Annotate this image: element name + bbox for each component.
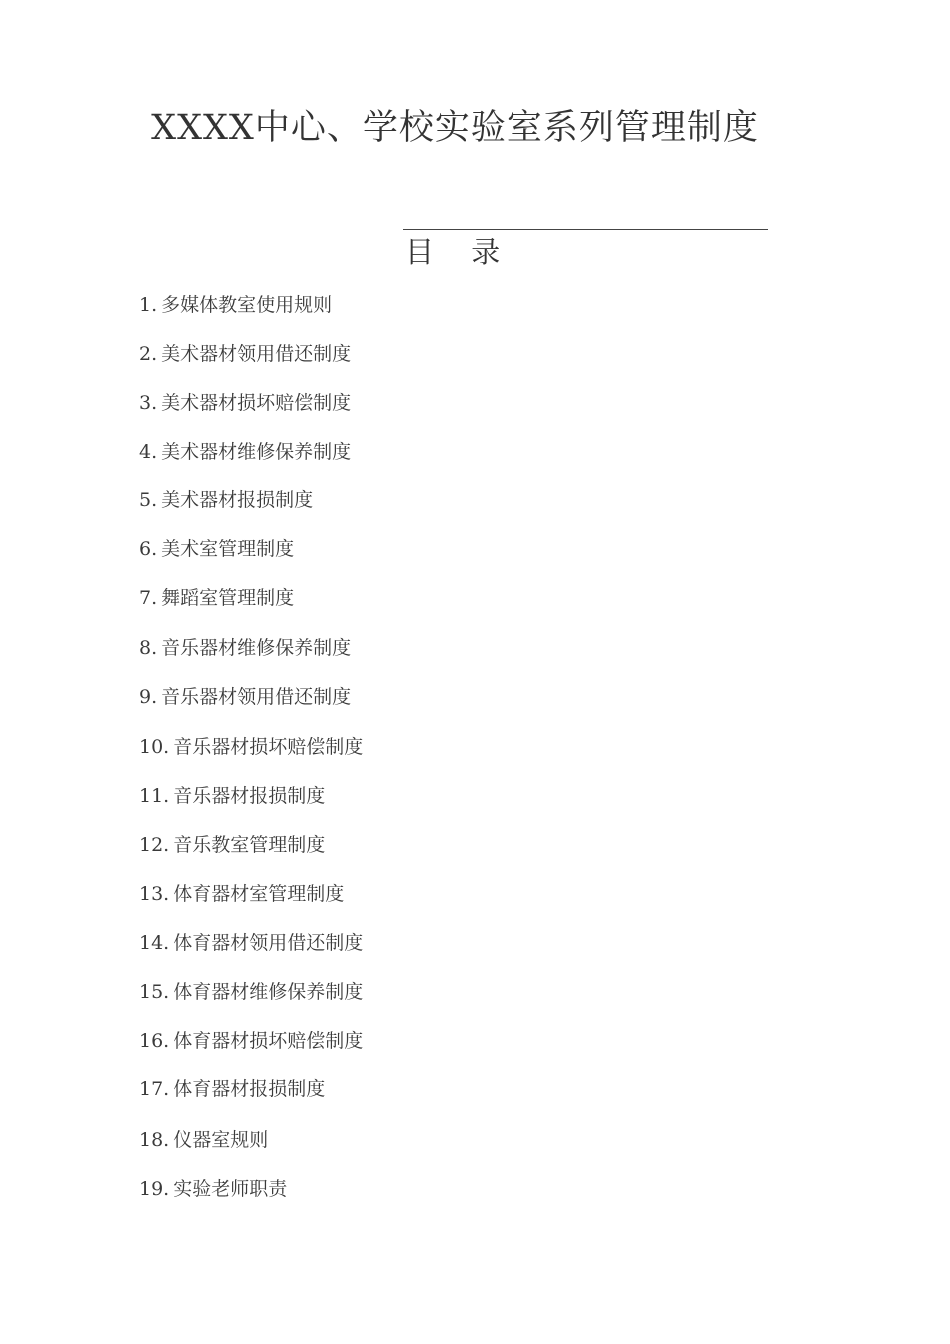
toc-item [139,1076,325,1102]
toc-item-number: 7. [139,587,158,609]
toc-item [139,979,363,1005]
toc-item-label: 体育器材报损制度 [173,1078,326,1100]
toc-item [139,1176,287,1202]
toc-item [139,536,294,562]
toc-item-label: 美术器材损坏赔偿制度 [161,392,352,414]
toc-item-label: 美术器材领用借还制度 [161,343,352,365]
toc-item [139,292,332,318]
toc-item-label: 音乐教室管理制度 [173,834,326,856]
toc-item-number: 15. [139,981,170,1003]
toc-item-label: 体育器材室管理制度 [173,883,345,905]
toc-item [139,1028,363,1054]
toc-item [139,487,313,513]
toc-item-number: 16. [139,1030,170,1052]
toc-item-number: 11. [139,785,170,807]
toc-item-label: 美术室管理制度 [161,538,295,560]
toc-item [139,881,344,907]
toc-item-label: 音乐器材领用借还制度 [161,686,352,708]
toc-item-label: 多媒体教室使用规则 [161,294,333,316]
toc-item [139,1127,268,1153]
toc-item-number: 9. [139,686,158,708]
toc-heading: 目 录 [405,235,515,269]
toc-item-label: 美术器材维修保养制度 [161,441,352,463]
toc-item-label: 音乐器材损坏赔偿制度 [173,736,364,758]
toc-item-number: 18. [139,1129,170,1151]
toc-item-label: 音乐器材报损制度 [173,785,326,807]
toc-item-number: 3. [139,392,158,414]
toc-item-number: 2. [139,343,158,365]
toc-item-label: 舞蹈室管理制度 [161,587,295,609]
toc-item-label: 体育器材领用借还制度 [173,932,364,954]
toc-item [139,930,363,956]
document-title: XXXX中心、学校实验室系列管理制度 [151,108,759,148]
toc-item-label: 美术器材报损制度 [161,489,314,511]
toc-item-number: 6. [139,538,158,560]
toc-item-number: 17. [139,1078,170,1100]
toc-item-number: 13. [139,883,170,905]
toc-item-number: 8. [139,637,158,659]
toc-item-number: 5. [139,489,158,511]
toc-item-number: 4. [139,441,158,463]
toc-item [139,341,351,367]
toc-item [139,585,294,611]
toc-item [139,832,325,858]
toc-item [139,684,351,710]
toc-item-label: 音乐器材维修保养制度 [161,637,352,659]
toc-item [139,635,351,661]
toc-item-number: 12. [139,834,170,856]
toc-item [139,390,351,416]
toc-item-label: 仪器室规则 [173,1129,269,1151]
toc-item-label: 实验老师职责 [173,1178,288,1200]
toc-item [139,734,363,760]
toc-item [139,783,325,809]
toc-item-number: 14. [139,932,170,954]
toc-item-label: 体育器材维修保养制度 [173,981,364,1003]
toc-item-label: 体育器材损坏赔偿制度 [173,1030,364,1052]
toc-item [139,439,351,465]
toc-item-number: 1. [139,294,158,316]
toc-item-number: 10. [139,736,170,758]
toc-item-number: 19. [139,1178,170,1200]
